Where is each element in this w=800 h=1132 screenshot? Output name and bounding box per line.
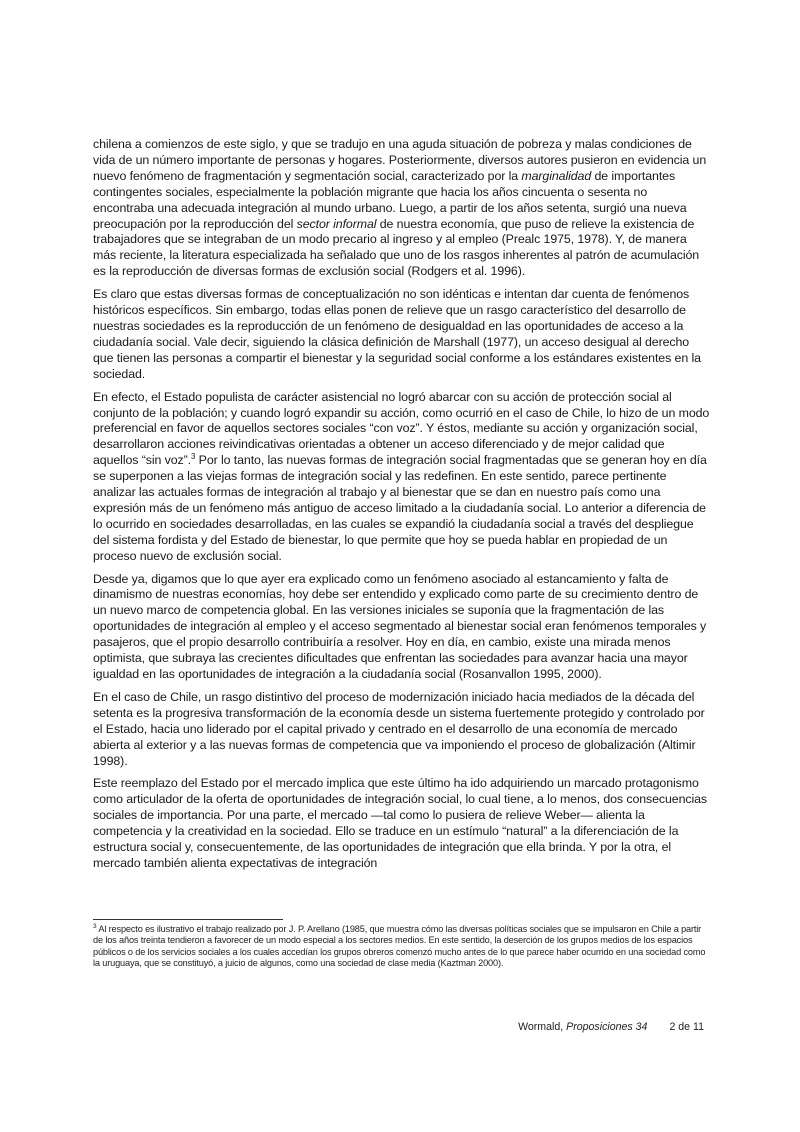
paragraph [93, 287, 711, 382]
running-footer [518, 1021, 704, 1033]
document-body [93, 137, 711, 879]
paragraph-text: En el caso de Chile, un rasgo distintivo del proceso de modernización iniciado hacia mediados de la década del setenta es la progresiva transformación de la economía desde un sistema fuertemente protegido y controlado por el Estado, hacia uno liderado por el capital privado y centrado en el desarrollo de una economía de mercado abierta al exterior y a las nuevas formas de competencia que va imponiendo el proceso de globalización (Altimir 1998). [93, 689, 705, 768]
paragraph-text: Este reemplazo del Estado por el mercado implica que este último ha ido adquiriendo un marcado protagonismo como articulador de la oferta de oportunidades de integración social, lo cual tiene, a lo menos, dos consecuencias sociales de importancia. Por una parte, el mercado —tal como lo pusiera de relieve Weber— alienta la competencia y la creatividad en la sociedad. Ello se traduce en un estímulo “natural” a la diferenciación de la estructura social y, consecuentemente, de las oportunidades de integración que ella brinda. Y por la otra, el mercado también alienta expectativas de integración [93, 776, 708, 870]
paragraph [93, 572, 711, 683]
footer-journal: Proposiciones 34 [566, 1021, 648, 1033]
paragraph-text: de nuestra economía, que puso de relieve la existencia de trabajadores que se integraban de un modo precario al ingreso y al empleo (Prealc 1975, 1978). Y, de manera más reciente, la literatura especializada ha señalado que uno de los rasgos inherentes al patrón de acumulación es la reproducción de diversas formas de exclusión social (Rodgers et al. 1996). [93, 216, 700, 279]
page-number: 2 de 11 [669, 1021, 704, 1033]
paragraph-text: Es claro que estas diversas formas de conceptualización no son idénticas e intentan dar cuenta de fenómenos históricos específicos. Sin embargo, todas ellas ponen de relieve que un rasgo característico del desarrollo de nuestras sociedades es la reproducción de un fenómeno de desigualdad en las oportunidades de acceso a la ciudadanía social. Vale decir, siguiendo la clásica definición de Marshall (1977), un acceso desigual al derecho que tienen las personas a compartir el bienestar y la seguridad social conforme a los estándares existentes en la sociedad. [93, 287, 701, 381]
emphasis-text: sector informal [296, 216, 377, 231]
footnote-reference: 3 [190, 452, 196, 462]
paragraph [93, 776, 711, 871]
paragraph-text: En efecto, el Estado populista de carácter asistencial no logró abarcar con su acción de protección social al conjunto de la población; y cuando logró expandir su acción, como ocurrió en el caso de Chile, lo hizo de un modo preferencial en favor de aquellos sectores sociales “con voz”. Y éstos, mediante su acción y organización social, desarrollaron acciones reivindicativas orientadas a obtener un acceso diferenciado y de mejor calidad que aquellos “sin voz”. [93, 389, 710, 468]
paragraph [93, 137, 711, 280]
emphasis-text: marginalidad [521, 168, 592, 183]
footnote-separator [93, 919, 283, 920]
footnote-text: Al respecto es ilustrativo el trabajo realizado por J. P. Arellano (1985, que muestra cómo las diversas políticas sociales que se impulsaron en Chile a partir de los años treinta tendieron a favorecer de un modo especial a los sectores medios. En este sentido, la deserción de los grupos medios de los espacios públicos o de los servicios sociales a los cuales accedían los grupos obreros comenzó mucho antes de lo que parece haber ocurrido en una sociedad como la uruguaya, que se constituyó, a juicio de algunos, como una sociedad de clase media (Kaztman 2000). [93, 924, 706, 969]
paragraph [93, 390, 711, 565]
footnote-mark: 3 [93, 922, 97, 930]
footer-author: Wormald, [518, 1021, 567, 1033]
footnote [93, 924, 711, 970]
paragraph-text: chilena a comienzos de este siglo, y que se tradujo en una aguda situación de pobreza y malas condiciones de vida de un número importante de personas y hogares. Posteriormente, diversos autores pusieron en evidencia un nuevo fenómeno de fragmentación y segmentación social, caracterizado por la [93, 137, 707, 183]
paragraph-text: Desde ya, digamos que lo que ayer era explicado como un fenómeno asociado al estancamiento y falta de dinamismo de nuestras economías, hoy debe ser entendido y explicado como parte de su crecimiento dentro de un nuevo marco de competencia global. En las versiones iniciales se suponía que la fragmentación de las oportunidades de integración al empleo y el acceso segmentado al bienestar social eran fenómenos temporales y pasajeros, que el propio desarrollo contribuiría a resolver. Hoy en día, en cambio, existe una mirada menos optimista, que subraya las crecientes dificultades que enfrentan las sociedades para avanzar hacia una mayor igualdad en las oportunidades de integración a la ciudadanía social (Rosanvallon 1995, 2000). [93, 571, 707, 681]
paragraph [93, 690, 711, 770]
paragraph-text: de importantes contingentes sociales, especialmente la población migrante que hacia los años cincuenta o sesenta no encontraba una adecuada integración al mundo urbano. Luego, a partir de los años setenta, surgió una nueva preocupación por la reproducción del [93, 168, 687, 231]
paragraph-text: Por lo tanto, las nuevas formas de integración social fragmentadas que se generan hoy en día se superponen a las viejas formas de integración social y las redefinen. En este sentido, parece pertinente analizar las actuales formas de integración al trabajo y al bienestar que se dan en nuestro país como una expresión más de un fenómeno más antiguo de acceso limitado a la ciudadanía social. Lo anterior a diferencia de lo ocurrido en sociedades desarrolladas, en las cuales se expandió la ciudadanía social a través del despliegue del sistema fordista y del Estado de bienestar, lo que permite que hoy se pueda hablar en propiedad de un proceso nuevo de exclusión social. [93, 453, 707, 563]
